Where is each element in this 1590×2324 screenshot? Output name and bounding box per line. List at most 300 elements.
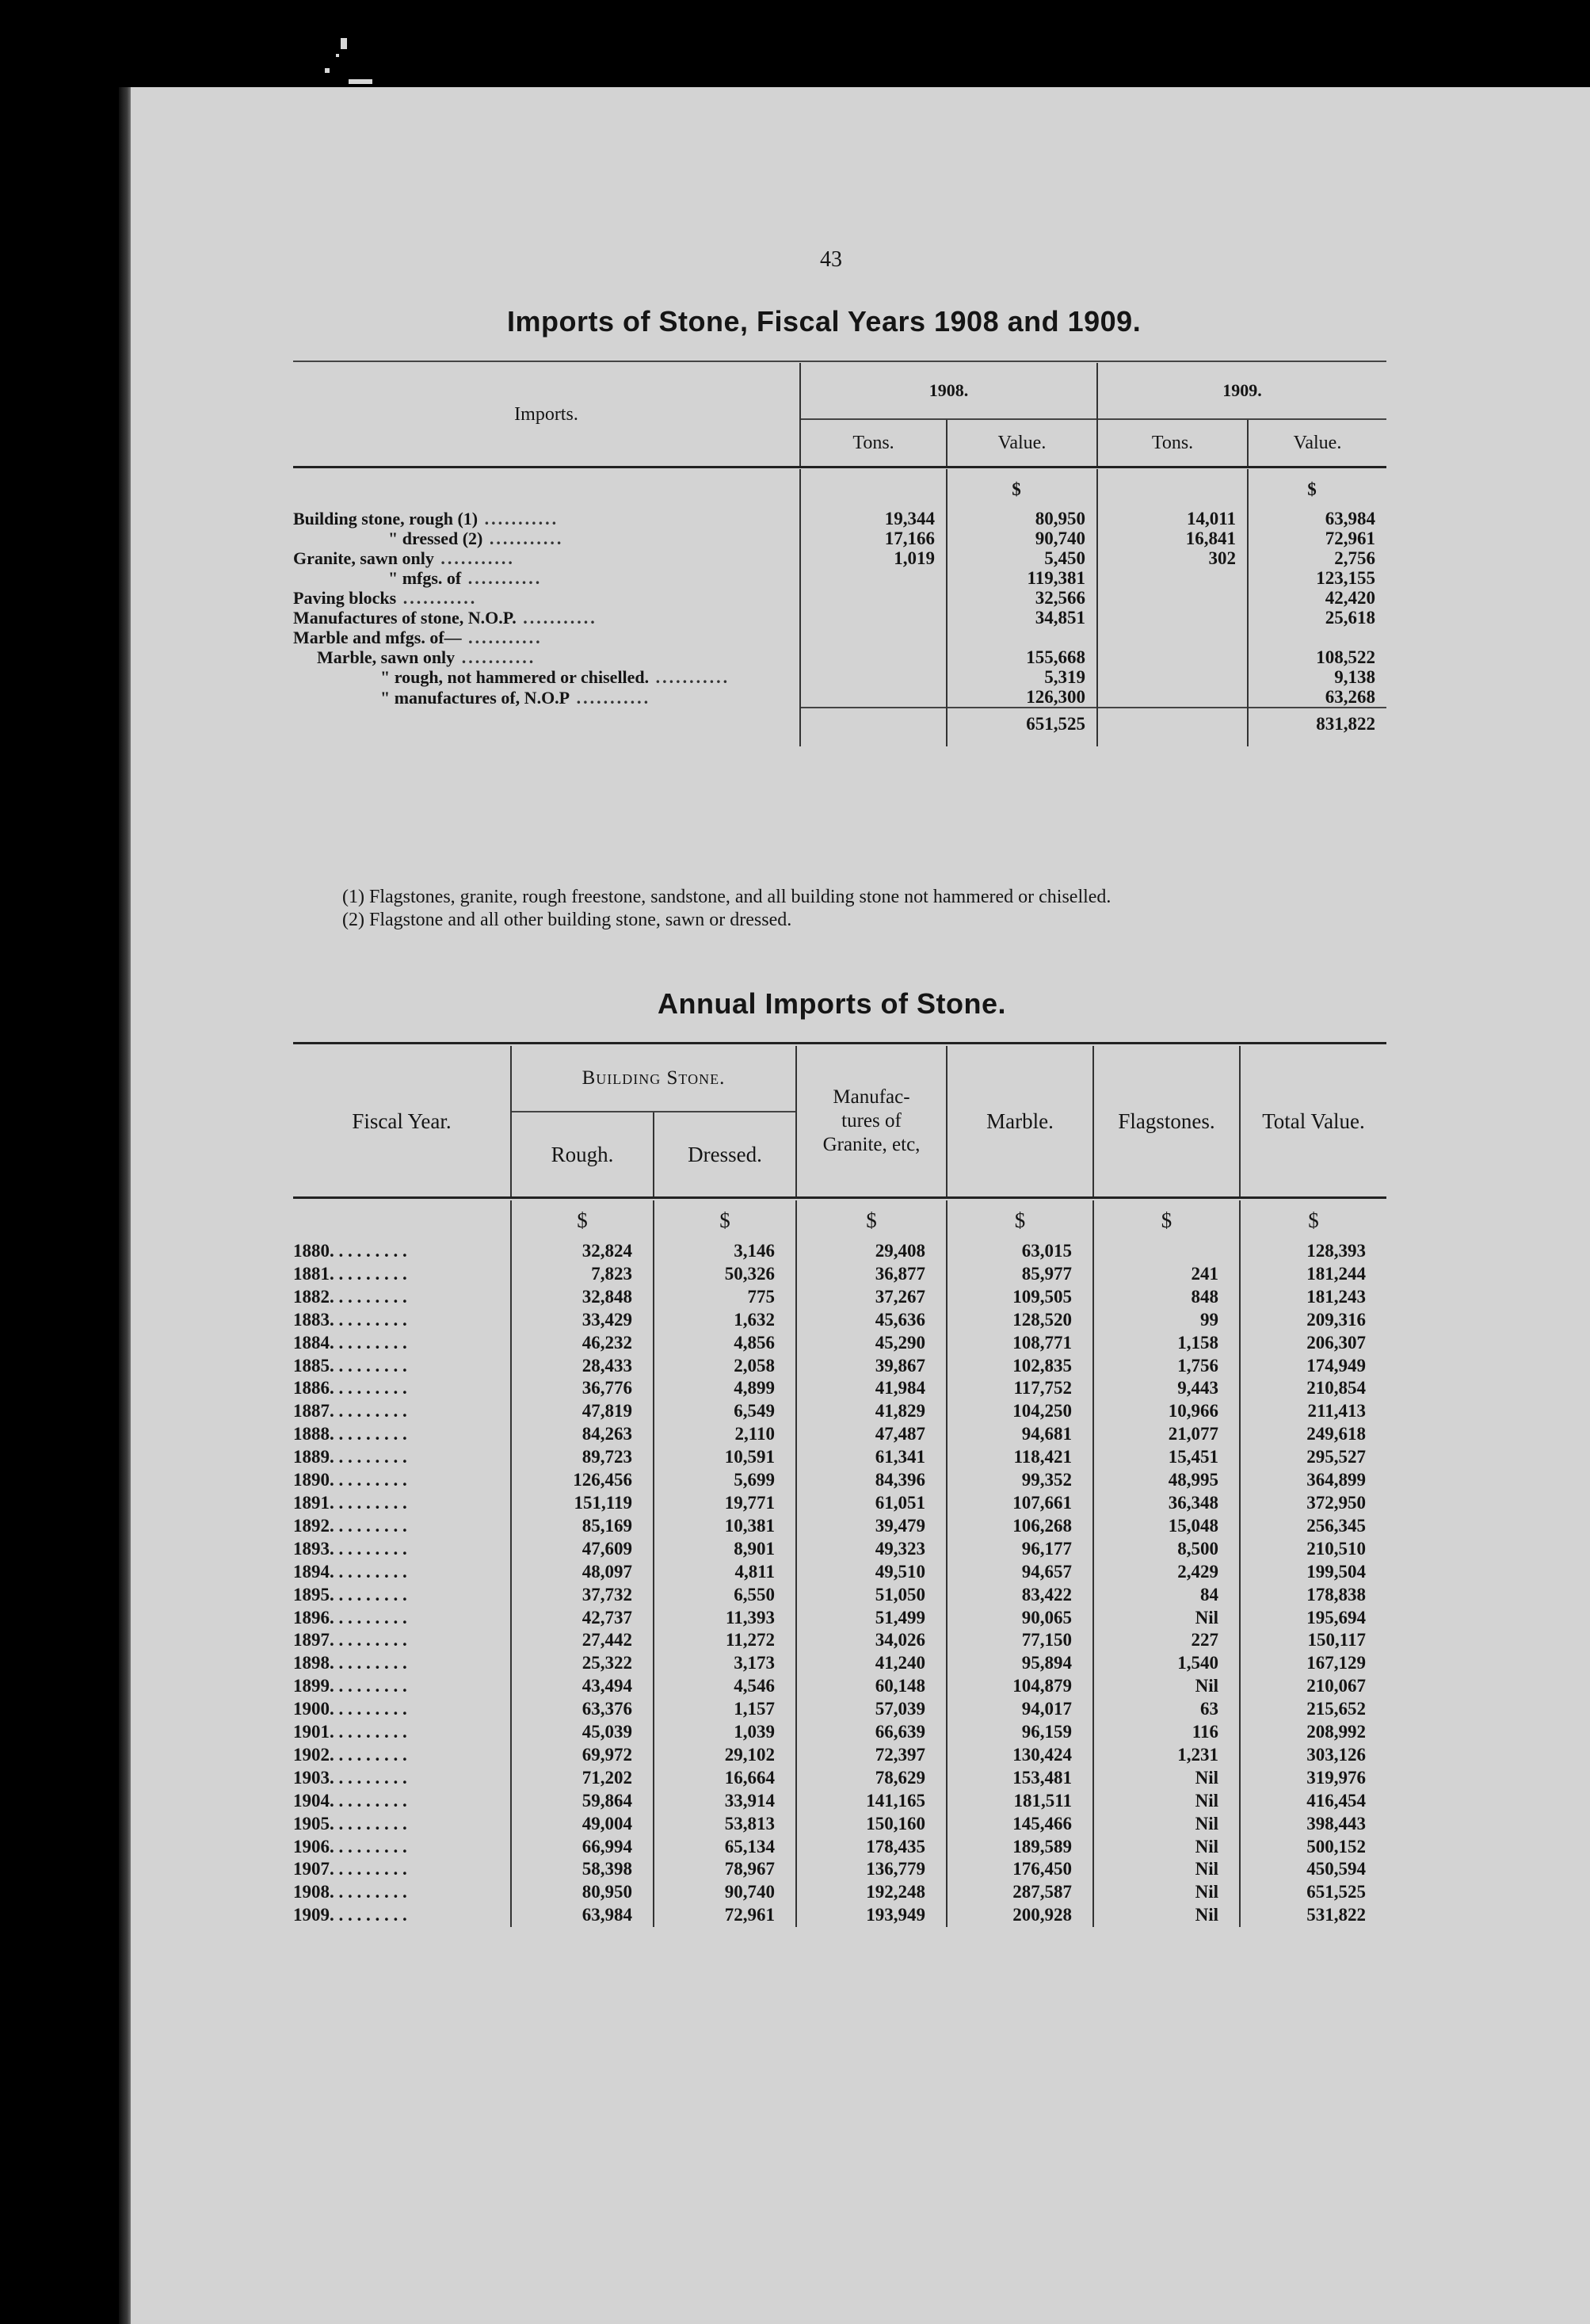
- leader-dots: . . . . . . . . .: [330, 1882, 407, 1902]
- leader-dots: . . . . . . . . .: [330, 1836, 407, 1857]
- import-label: " manufactures of, N.O.P: [380, 687, 570, 708]
- year-row: [293, 1881, 1386, 1904]
- import-row: [293, 608, 1386, 628]
- year-cell: 1904: [293, 1790, 330, 1811]
- dressed-cell: 11,393: [654, 1607, 796, 1630]
- manufactures-cell: 84,396: [796, 1469, 947, 1492]
- dressed-cell: 2,110: [654, 1423, 796, 1446]
- dressed-cell: 4,811: [654, 1561, 796, 1584]
- import-label: Marble and mfgs. of—: [293, 628, 462, 647]
- flagstones-cell: Nil: [1093, 1904, 1240, 1927]
- year-row: [293, 1858, 1386, 1881]
- tons-header: Tons.: [1097, 419, 1248, 467]
- rough-cell: 47,819: [511, 1400, 654, 1423]
- tons-1908-cell: [800, 608, 947, 628]
- dressed-cell: 1,157: [654, 1698, 796, 1721]
- dressed-cell: 2,058: [654, 1355, 796, 1378]
- tons-1908-cell: 19,344: [800, 509, 947, 529]
- leader-dots: . . . . . . . . .: [330, 1561, 407, 1582]
- scan-specks: [317, 32, 380, 87]
- leader-dots: . . . . . . . . .: [330, 1286, 407, 1307]
- import-label: " rough, not hammered or chiselled.: [380, 667, 650, 687]
- year-cell: 1897: [293, 1630, 330, 1650]
- manufactures-cell: 47,487: [796, 1423, 947, 1446]
- flagstones-cell: 1,231: [1093, 1744, 1240, 1767]
- leader-dots: . . . . . . . . .: [330, 1332, 407, 1353]
- value-1909-cell: 63,984: [1248, 509, 1386, 529]
- currency-symbol: $: [796, 1200, 947, 1240]
- year-cell: 1898: [293, 1653, 330, 1673]
- total-value-cell: 210,510: [1240, 1538, 1386, 1561]
- import-row: [293, 548, 1386, 568]
- dressed-cell: 29,102: [654, 1744, 796, 1767]
- dressed-cell: 90,740: [654, 1881, 796, 1904]
- year-row: [293, 1515, 1386, 1538]
- value-header: Value.: [1248, 419, 1386, 467]
- currency-symbol: $: [947, 1200, 1093, 1240]
- total-value-cell: 295,527: [1240, 1446, 1386, 1469]
- leader-dots: . . . . . . . . .: [330, 1515, 407, 1536]
- marble-cell: 109,505: [947, 1286, 1093, 1309]
- rough-cell: 28,433: [511, 1355, 654, 1378]
- manufactures-cell: 51,050: [796, 1584, 947, 1607]
- leader-dots: . . . . . . . . .: [330, 1424, 407, 1444]
- leader-dots: . . . . . . . . .: [330, 1859, 407, 1879]
- marble-cell: 99,352: [947, 1469, 1093, 1492]
- marble-cell: 96,159: [947, 1721, 1093, 1744]
- dressed-cell: 4,899: [654, 1377, 796, 1400]
- rough-cell: 46,232: [511, 1332, 654, 1355]
- total-1908: 651,525: [947, 708, 1097, 738]
- year-cell: 1907: [293, 1859, 330, 1879]
- value-1909-cell: 108,522: [1248, 647, 1386, 667]
- leader-dots: ...........: [396, 588, 478, 608]
- manufactures-cell: 57,039: [796, 1698, 947, 1721]
- tons-1908-cell: [800, 588, 947, 608]
- manufactures-cell: 29,408: [796, 1240, 947, 1263]
- year-row: [293, 1332, 1386, 1355]
- year-row: [293, 1309, 1386, 1332]
- tons-1909-cell: [1097, 568, 1248, 588]
- flagstones-cell: Nil: [1093, 1881, 1240, 1904]
- rough-cell: 63,376: [511, 1698, 654, 1721]
- flagstones-cell: 15,048: [1093, 1515, 1240, 1538]
- tons-1909-cell: 302: [1097, 548, 1248, 568]
- rough-cell: 33,429: [511, 1309, 654, 1332]
- flagstones-cell: 48,995: [1093, 1469, 1240, 1492]
- flagstones-cell: 227: [1093, 1629, 1240, 1652]
- marble-cell: 94,017: [947, 1698, 1093, 1721]
- total-value-cell: 195,694: [1240, 1607, 1386, 1630]
- year-cell: 1892: [293, 1515, 330, 1536]
- total-value-cell: 364,899: [1240, 1469, 1386, 1492]
- manufactures-cell: 39,479: [796, 1515, 947, 1538]
- value-header: Value.: [947, 419, 1097, 467]
- flagstones-cell: Nil: [1093, 1813, 1240, 1836]
- import-label: Marble, sawn only: [317, 647, 456, 667]
- marble-cell: 189,589: [947, 1836, 1093, 1859]
- year-row: [293, 1744, 1386, 1767]
- manufactures-cell: 45,636: [796, 1309, 947, 1332]
- year-cell: 1884: [293, 1332, 330, 1353]
- total-value-cell: 199,504: [1240, 1561, 1386, 1584]
- leader-dots: . . . . . . . . .: [330, 1263, 407, 1284]
- currency-symbol: $: [1093, 1200, 1240, 1240]
- import-row: [293, 509, 1386, 529]
- footnote-1: (1) Flagstones, granite, rough freestone, sandstone, and all building stone not hammered or chiselled.: [342, 887, 1111, 907]
- leader-dots: . . . . . . . . .: [330, 1676, 407, 1696]
- year-row: [293, 1355, 1386, 1378]
- flagstones-cell: 15,451: [1093, 1446, 1240, 1469]
- leader-dots: . . . . . . . . .: [330, 1905, 407, 1925]
- rough-cell: 27,442: [511, 1629, 654, 1652]
- flagstones-cell: 21,077: [1093, 1423, 1240, 1446]
- year-cell: 1883: [293, 1309, 330, 1330]
- currency-symbol: $: [511, 1200, 654, 1240]
- marble-cell: 83,422: [947, 1584, 1093, 1607]
- year-row: [293, 1492, 1386, 1515]
- col-building-stone-header: Building Stone.: [511, 1046, 796, 1112]
- manufactures-cell: 41,240: [796, 1652, 947, 1675]
- year-cell: 1894: [293, 1561, 330, 1582]
- marble-cell: 90,065: [947, 1607, 1093, 1630]
- year-row: [293, 1904, 1386, 1927]
- year-row: [293, 1698, 1386, 1721]
- year-cell: 1887: [293, 1401, 330, 1421]
- import-row: [293, 687, 1386, 708]
- marble-cell: 94,657: [947, 1561, 1093, 1584]
- rough-cell: 32,824: [511, 1240, 654, 1263]
- marble-cell: 102,835: [947, 1355, 1093, 1378]
- footnotes: [293, 886, 1394, 932]
- leader-dots: . . . . . . . . .: [330, 1722, 407, 1742]
- total-value-cell: 211,413: [1240, 1400, 1386, 1423]
- flagstones-cell: 1,756: [1093, 1355, 1240, 1378]
- value-1909-cell: 9,138: [1248, 667, 1386, 687]
- flagstones-cell: Nil: [1093, 1836, 1240, 1859]
- table1-title: Imports of Stone, Fiscal Years 1908 and 1909.: [507, 305, 1142, 338]
- rough-cell: 66,994: [511, 1836, 654, 1859]
- dressed-cell: 10,591: [654, 1446, 796, 1469]
- year-row: [293, 1607, 1386, 1630]
- year-cell: 1886: [293, 1378, 330, 1399]
- page-number: 43: [820, 247, 842, 272]
- leader-dots: . . . . . . . . .: [330, 1401, 407, 1421]
- marble-cell: 181,511: [947, 1790, 1093, 1813]
- rough-cell: 89,723: [511, 1446, 654, 1469]
- leader-dots: . . . . . . . . .: [330, 1492, 407, 1513]
- col-rough-header: Rough.: [511, 1112, 654, 1198]
- dressed-cell: 78,967: [654, 1858, 796, 1881]
- manufactures-cell: 39,867: [796, 1355, 947, 1378]
- marble-cell: 128,520: [947, 1309, 1093, 1332]
- year-row: [293, 1652, 1386, 1675]
- import-row: [293, 667, 1386, 687]
- year-1909-header: 1909.: [1097, 363, 1386, 419]
- year-row: [293, 1446, 1386, 1469]
- dressed-cell: 4,856: [654, 1332, 796, 1355]
- rough-cell: 49,004: [511, 1813, 654, 1836]
- tons-1909-cell: [1097, 628, 1248, 647]
- leader-dots: ...........: [461, 628, 543, 647]
- total-value-cell: 167,129: [1240, 1652, 1386, 1675]
- year-cell: 1889: [293, 1447, 330, 1467]
- tons-1909-cell: [1097, 687, 1248, 708]
- year-cell: 1899: [293, 1676, 330, 1696]
- year-cell: 1901: [293, 1722, 330, 1742]
- manufactures-cell: 34,026: [796, 1629, 947, 1652]
- leader-dots: . . . . . . . . .: [330, 1767, 407, 1788]
- import-row: [293, 628, 1386, 647]
- leader-dots: . . . . . . . . .: [330, 1470, 407, 1490]
- value-1908-cell: 155,668: [947, 647, 1097, 667]
- leader-dots: . . . . . . . . .: [330, 1790, 407, 1811]
- value-1908-cell: 126,300: [947, 687, 1097, 708]
- flagstones-cell: Nil: [1093, 1790, 1240, 1813]
- year-row: [293, 1629, 1386, 1652]
- leader-dots: . . . . . . . . .: [330, 1538, 407, 1559]
- value-1908-cell: 80,950: [947, 509, 1097, 529]
- value-1908-cell: 5,450: [947, 548, 1097, 568]
- dressed-cell: 16,664: [654, 1767, 796, 1790]
- flagstones-cell: 36,348: [1093, 1492, 1240, 1515]
- marble-cell: 77,150: [947, 1629, 1093, 1652]
- col-imports-header: Imports.: [514, 403, 578, 425]
- value-1908-cell: [947, 628, 1097, 647]
- dressed-cell: 65,134: [654, 1836, 796, 1859]
- tons-1908-cell: [800, 667, 947, 687]
- year-row: [293, 1721, 1386, 1744]
- import-label: " dressed (2): [388, 529, 483, 548]
- marble-cell: 94,681: [947, 1423, 1093, 1446]
- dressed-cell: 53,813: [654, 1813, 796, 1836]
- tons-1909-cell: [1097, 608, 1248, 628]
- year-cell: 1888: [293, 1424, 330, 1444]
- manufactures-cell: 72,397: [796, 1744, 947, 1767]
- total-value-cell: 319,976: [1240, 1767, 1386, 1790]
- manufactures-cell: 150,160: [796, 1813, 947, 1836]
- flagstones-cell: [1093, 1240, 1240, 1263]
- col-dressed-header: Dressed.: [654, 1112, 796, 1198]
- total-value-cell: 174,949: [1240, 1355, 1386, 1378]
- year-cell: 1896: [293, 1607, 330, 1628]
- total-value-cell: 249,618: [1240, 1423, 1386, 1446]
- leader-dots: . . . . . . . . .: [330, 1813, 407, 1834]
- manufactures-cell: 41,984: [796, 1377, 947, 1400]
- manufactures-cell: 51,499: [796, 1607, 947, 1630]
- year-row: [293, 1469, 1386, 1492]
- value-1909-cell: 42,420: [1248, 588, 1386, 608]
- leader-dots: . . . . . . . . .: [330, 1584, 407, 1605]
- leader-dots: . . . . . . . . .: [330, 1607, 407, 1628]
- marble-cell: 117,752: [947, 1377, 1093, 1400]
- marble-cell: 108,771: [947, 1332, 1093, 1355]
- marble-cell: 106,268: [947, 1515, 1093, 1538]
- flagstones-cell: 848: [1093, 1286, 1240, 1309]
- total-value-cell: 398,443: [1240, 1813, 1386, 1836]
- tons-header: Tons.: [800, 419, 947, 467]
- leader-dots: . . . . . . . . .: [330, 1241, 407, 1261]
- flagstones-cell: Nil: [1093, 1675, 1240, 1698]
- total-value-cell: 210,854: [1240, 1377, 1386, 1400]
- dressed-cell: 6,549: [654, 1400, 796, 1423]
- total-value-cell: 178,838: [1240, 1584, 1386, 1607]
- value-1909-cell: [1248, 628, 1386, 647]
- rough-cell: 43,494: [511, 1675, 654, 1698]
- import-row: [293, 568, 1386, 588]
- dressed-cell: 6,550: [654, 1584, 796, 1607]
- value-1909-cell: 25,618: [1248, 608, 1386, 628]
- year-cell: 1903: [293, 1767, 330, 1788]
- year-row: [293, 1813, 1386, 1836]
- year-cell: 1890: [293, 1470, 330, 1490]
- rough-cell: 48,097: [511, 1561, 654, 1584]
- marble-cell: 107,661: [947, 1492, 1093, 1515]
- year-cell: 1880: [293, 1241, 330, 1261]
- marble-cell: 104,250: [947, 1400, 1093, 1423]
- leader-dots: . . . . . . . . .: [330, 1355, 407, 1376]
- rough-cell: 63,984: [511, 1904, 654, 1927]
- flagstones-cell: 116: [1093, 1721, 1240, 1744]
- leader-dots: ...........: [649, 667, 730, 687]
- col-manufactures-header: [796, 1046, 947, 1198]
- year-row: [293, 1286, 1386, 1309]
- flagstones-cell: 2,429: [1093, 1561, 1240, 1584]
- flagstones-cell: 241: [1093, 1263, 1240, 1286]
- marble-cell: 287,587: [947, 1881, 1093, 1904]
- total-value-cell: 209,316: [1240, 1309, 1386, 1332]
- rough-cell: 36,776: [511, 1377, 654, 1400]
- total-value-cell: 215,652: [1240, 1698, 1386, 1721]
- tons-1909-cell: [1097, 667, 1248, 687]
- year-cell: 1895: [293, 1584, 330, 1605]
- year-cell: 1882: [293, 1286, 330, 1307]
- flagstones-cell: 99: [1093, 1309, 1240, 1332]
- year-row: [293, 1790, 1386, 1813]
- manufactures-cell: 178,435: [796, 1836, 947, 1859]
- import-row: [293, 588, 1386, 608]
- year-row: [293, 1584, 1386, 1607]
- flagstones-cell: 84: [1093, 1584, 1240, 1607]
- col-flagstones-header: Flagstones.: [1093, 1046, 1240, 1198]
- year-row: [293, 1836, 1386, 1859]
- year-cell: 1891: [293, 1492, 330, 1513]
- manufactures-cell: 49,323: [796, 1538, 947, 1561]
- leader-dots: ...........: [478, 509, 559, 529]
- import-label: Building stone, rough (1): [293, 509, 479, 529]
- rough-cell: 25,322: [511, 1652, 654, 1675]
- currency-symbol: $: [654, 1200, 796, 1240]
- value-1909-cell: 2,756: [1248, 548, 1386, 568]
- tons-1909-cell: [1097, 588, 1248, 608]
- total-value-cell: 210,067: [1240, 1675, 1386, 1698]
- marble-cell: 63,015: [947, 1240, 1093, 1263]
- rough-cell: 85,169: [511, 1515, 654, 1538]
- year-cell: 1902: [293, 1744, 330, 1765]
- leader-dots: ...........: [455, 647, 536, 667]
- total-value-cell: 651,525: [1240, 1881, 1386, 1904]
- leader-dots: ...........: [570, 687, 651, 708]
- dressed-cell: 19,771: [654, 1492, 796, 1515]
- year-cell: 1906: [293, 1836, 330, 1857]
- import-row: [293, 647, 1386, 667]
- import-label: Manufactures of stone, N.O.P.: [293, 608, 517, 628]
- manufactures-cell: 41,829: [796, 1400, 947, 1423]
- year-row: [293, 1675, 1386, 1698]
- rough-cell: 59,864: [511, 1790, 654, 1813]
- tons-1908-cell: [800, 647, 947, 667]
- tons-1908-cell: [800, 687, 947, 708]
- marble-cell: 96,177: [947, 1538, 1093, 1561]
- dressed-cell: 1,632: [654, 1309, 796, 1332]
- marble-cell: 130,424: [947, 1744, 1093, 1767]
- manufactures-cell: 193,949: [796, 1904, 947, 1927]
- table2-title: Annual Imports of Stone.: [658, 987, 1006, 1020]
- dressed-cell: 5,699: [654, 1469, 796, 1492]
- year-row: [293, 1240, 1386, 1263]
- flagstones-cell: Nil: [1093, 1767, 1240, 1790]
- rough-cell: 58,398: [511, 1858, 654, 1881]
- total-value-cell: 450,594: [1240, 1858, 1386, 1881]
- marble-cell: 95,894: [947, 1652, 1093, 1675]
- col-fiscal-year-header: Fiscal Year.: [352, 1109, 452, 1133]
- year-row: [293, 1561, 1386, 1584]
- year-row: [293, 1538, 1386, 1561]
- leader-dots: ...........: [461, 568, 543, 588]
- leader-dots: . . . . . . . . .: [330, 1309, 407, 1330]
- total-value-cell: 206,307: [1240, 1332, 1386, 1355]
- marble-cell: 145,466: [947, 1813, 1093, 1836]
- rough-cell: 47,609: [511, 1538, 654, 1561]
- rough-cell: 42,737: [511, 1607, 654, 1630]
- leader-dots: ...........: [482, 529, 564, 548]
- marble-cell: 104,879: [947, 1675, 1093, 1698]
- rough-cell: 84,263: [511, 1423, 654, 1446]
- marble-cell: 200,928: [947, 1904, 1093, 1927]
- footnote-2: (2) Flagstone and all other building stone, sawn or dressed.: [342, 910, 792, 930]
- rough-cell: 126,456: [511, 1469, 654, 1492]
- flagstones-cell: Nil: [1093, 1858, 1240, 1881]
- value-1908-cell: 34,851: [947, 608, 1097, 628]
- total-1909: 831,822: [1248, 708, 1386, 738]
- flagstones-cell: 1,158: [1093, 1332, 1240, 1355]
- rough-cell: 7,823: [511, 1263, 654, 1286]
- leader-dots: . . . . . . . . .: [330, 1699, 407, 1719]
- leader-dots: ...........: [516, 608, 597, 628]
- tons-1908-cell: [800, 628, 947, 647]
- currency-symbol: $: [1240, 1200, 1386, 1240]
- col-marble-header: Marble.: [947, 1046, 1093, 1198]
- leader-dots: . . . . . . . . .: [330, 1744, 407, 1765]
- leader-dots: . . . . . . . . .: [330, 1630, 407, 1650]
- rough-cell: 80,950: [511, 1881, 654, 1904]
- flagstones-cell: Nil: [1093, 1607, 1240, 1630]
- dressed-cell: 775: [654, 1286, 796, 1309]
- tons-1909-cell: [1097, 647, 1248, 667]
- year-cell: 1905: [293, 1813, 330, 1834]
- manufactures-cell: 36,877: [796, 1263, 947, 1286]
- dressed-cell: 4,546: [654, 1675, 796, 1698]
- rough-cell: 71,202: [511, 1767, 654, 1790]
- col-manufactures-line2: tures of: [841, 1110, 902, 1131]
- col-manufactures-line1: Manufac-: [833, 1086, 910, 1108]
- flagstones-cell: 1,540: [1093, 1652, 1240, 1675]
- leader-dots: . . . . . . . . .: [330, 1378, 407, 1399]
- import-label: " mfgs. of: [388, 568, 462, 588]
- rough-cell: 69,972: [511, 1744, 654, 1767]
- marble-cell: 176,450: [947, 1858, 1093, 1881]
- year-row: [293, 1400, 1386, 1423]
